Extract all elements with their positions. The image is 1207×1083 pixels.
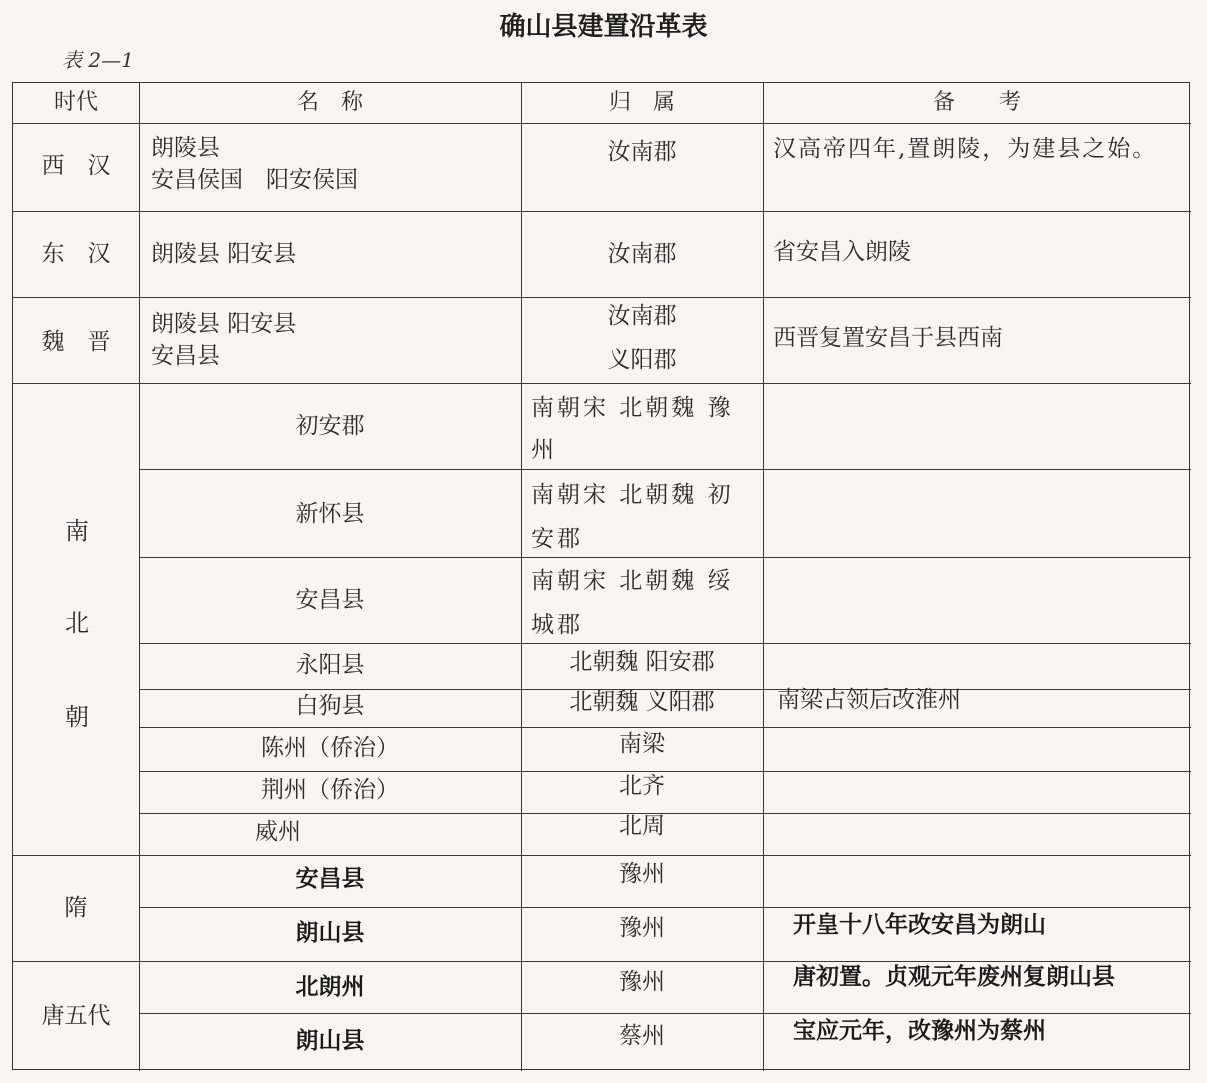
name: 陈州（侨治）	[261, 735, 399, 761]
dynasty-donghan: 东 汉	[41, 241, 111, 267]
dynasty-weijin: 魏 晋	[41, 329, 111, 355]
header-note: 备 考	[932, 90, 1021, 115]
name: 新怀县	[295, 501, 365, 527]
name-line: 朗陵县 阳安县	[151, 311, 297, 337]
name: 朗山县	[295, 1027, 365, 1054]
belong: 北朝魏 义阳郡	[569, 689, 715, 715]
belong: 汝南郡	[607, 303, 677, 329]
name: 威州	[255, 819, 301, 845]
name: 朗山县	[295, 919, 365, 946]
row-line	[13, 855, 1191, 856]
dynasty-nbc-char: 北	[65, 609, 89, 637]
col-line	[763, 83, 764, 1071]
belong: 汝南郡	[607, 241, 677, 267]
name: 荆州（侨治）	[261, 777, 399, 803]
dynasty-sui: 隋	[64, 895, 88, 921]
name: 白狗县	[295, 693, 365, 719]
row-line	[13, 123, 1191, 124]
name: 北朗州	[295, 973, 365, 1000]
name-line: 朗陵县 阳安县	[151, 241, 297, 267]
note: 汉高帝四年,置朗陵，为建县之始。	[773, 136, 1158, 162]
name-line: 朗陵县	[151, 135, 220, 161]
note: 唐初置。贞观元年废州复朗山县	[793, 963, 1115, 990]
note: 西晋复置安昌于县西南	[773, 325, 1003, 351]
dynasty-nbc-char: 朝	[65, 703, 89, 731]
note: 南梁占领后改淮州	[777, 687, 961, 713]
evolution-table	[12, 82, 1190, 1070]
dynasty-xihan: 西 汉	[41, 153, 111, 179]
header-name: 名 称	[296, 90, 363, 115]
header-dynasty: 时代	[53, 90, 98, 115]
row-line	[13, 211, 1191, 212]
belong: 义阳郡	[607, 347, 677, 373]
name: 安昌县	[295, 865, 365, 892]
header-belong: 归 属	[608, 90, 675, 115]
page-title: 确山县建置沿革表	[499, 12, 708, 42]
dynasty-tangwudai: 唐五代	[41, 1003, 111, 1029]
name-line: 安昌侯国 阳安侯国	[151, 167, 358, 193]
belong: 蔡州	[619, 1023, 665, 1049]
row-line	[13, 297, 1191, 298]
belong: 北周	[619, 813, 665, 839]
belong: 豫州	[619, 969, 665, 995]
name-line: 安昌县	[151, 343, 220, 369]
belong: 北朝魏 阳安郡	[569, 649, 715, 675]
table-number: 表 2—1	[62, 48, 134, 72]
belong: 南朝宋 北朝魏 绥城郡	[531, 568, 734, 638]
belong: 南朝宋 北朝魏 初安郡	[531, 482, 734, 552]
name: 安昌县	[295, 587, 365, 613]
row-line	[13, 383, 1191, 384]
belong: 北齐	[619, 773, 665, 799]
belong: 南梁	[619, 731, 665, 757]
name: 永阳县	[295, 652, 365, 678]
note: 开皇十八年改安昌为朗山	[793, 911, 1046, 938]
dynasty-nbc-char: 南	[65, 517, 89, 545]
belong: 南朝宋 北朝魏 豫州	[531, 395, 734, 463]
belong: 豫州	[619, 861, 665, 887]
note: 宝应元年，改豫州为蔡州	[793, 1017, 1046, 1044]
name: 初安郡	[295, 413, 365, 439]
belong: 豫州	[619, 915, 665, 941]
note: 省安昌入朗陵	[773, 239, 911, 265]
belong: 汝南郡	[607, 139, 677, 165]
